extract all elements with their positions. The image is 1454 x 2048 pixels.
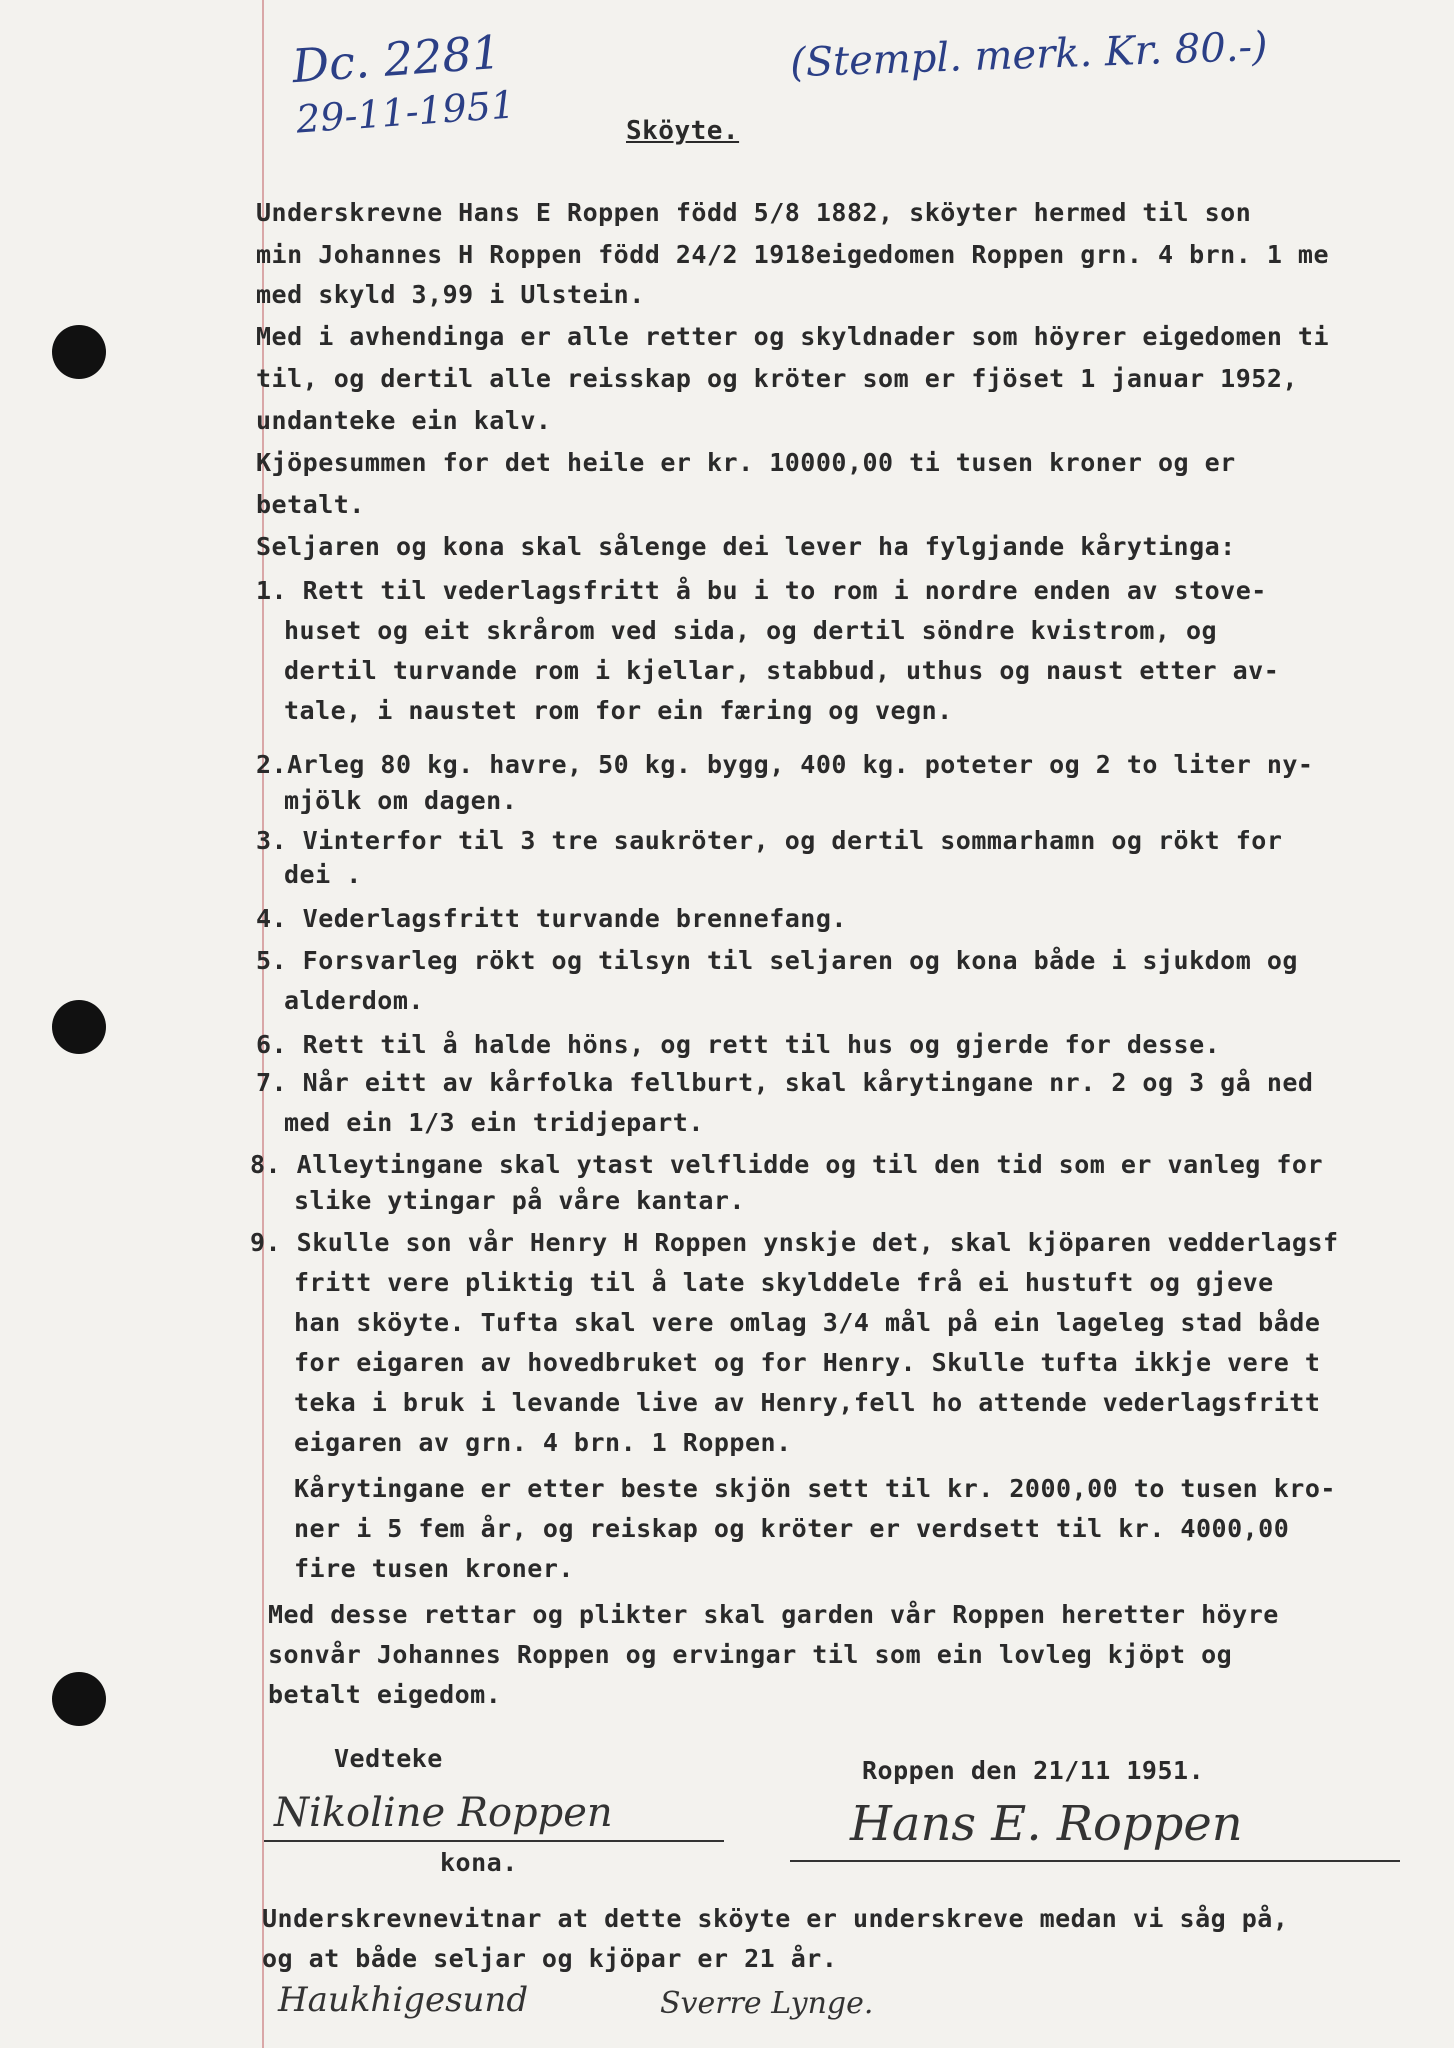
item-line: tale, i naustet rom for ein færing og vegn. <box>284 696 953 725</box>
text-line: undanteke ein kalv. <box>256 406 552 435</box>
text-line: betalt. <box>256 490 365 519</box>
witness-signature-first: Haukhigesund <box>278 1980 529 2020</box>
item-line: med ein 1/3 ein tridjepart. <box>284 1108 704 1137</box>
item-line: Kårytingane er etter beste skjön sett til kr. 2000,00 to tusen kro- <box>294 1474 1336 1503</box>
text-line: Med i avhendinga er alle retter og skyldnader som höyrer eigedomen ti <box>256 322 1330 351</box>
item-line: eigaren av grn. 4 brn. 1 Roppen. <box>294 1428 792 1457</box>
kona-label: kona. <box>440 1848 518 1877</box>
item-line: 5. Forsvarleg rökt og tilsyn til seljaren og kona både i sjukdom og <box>256 946 1298 975</box>
item-line: sonvår Johannes Roppen og ervingar til som ein lovleg kjöpt og <box>268 1640 1233 1669</box>
item-line: slike ytingar på våre kantar. <box>294 1186 745 1215</box>
item-line: mjölk om dagen. <box>284 786 518 815</box>
handwritten-ref-number: Dc. 2281 <box>290 24 503 94</box>
item-line: fritt vere pliktig til å late skylddele frå ei hustuft og gjeve <box>294 1268 1274 1297</box>
signature-line-left <box>264 1840 724 1842</box>
text-line: med skyld 3,99 i Ulstein. <box>256 280 645 309</box>
signature-left: Nikoline Roppen <box>274 1790 613 1836</box>
punch-hole-top <box>52 325 106 379</box>
item-line: 2.Arleg 80 kg. havre, 50 kg. bygg, 400 kg. poteter og 2 to liter ny- <box>256 750 1314 779</box>
item-line: teka i bruk i levande live av Henry,fell ho attende vederlagsfritt <box>294 1388 1321 1417</box>
document-title: Sköyte. <box>626 116 740 146</box>
text-line: Kjöpesummen for det heile er kr. 10000,00 ti tusen kroner og er <box>256 448 1236 477</box>
item-line: ner i 5 fem år, og reiskap og kröter er verdsett til kr. 4000,00 <box>294 1514 1290 1543</box>
vedteke-label: Vedteke <box>334 1744 443 1773</box>
item-line: for eigaren av hovedbruket og for Henry. Skulle tufta ikkje vere t <box>294 1348 1321 1377</box>
item-line: 6. Rett til å halde höns, og rett til hus og gjerde for desse. <box>256 1030 1221 1059</box>
item-line: fire tusen kroner. <box>294 1554 574 1583</box>
item-line: 1. Rett til vederlagsfritt å bu i to rom i nordre enden av stove- <box>256 576 1267 605</box>
punch-hole-bottom <box>52 1672 106 1726</box>
item-line: betalt eigedom. <box>268 1680 502 1709</box>
item-line: 4. Vederlagsfritt turvande brennefang. <box>256 904 847 933</box>
signature-line-right <box>790 1860 1400 1862</box>
witness-signature-second: Sverre Lynge. <box>660 1986 874 2021</box>
place-date: Roppen den 21/11 1951. <box>862 1756 1205 1785</box>
item-line: alderdom. <box>284 986 424 1015</box>
witness-line: og at både seljar og kjöpar er 21 år. <box>262 1944 838 1973</box>
witness-line: Underskrevnevitnar at dette sköyte er underskreve medan vi såg på, <box>262 1904 1289 1933</box>
item-line: 8. Alleytingane skal ytast velflidde og til den tid som er vanleg for <box>250 1150 1324 1179</box>
item-line: 3. Vinterfor til 3 tre saukröter, og dertil sommarhamn og rökt for <box>256 826 1283 855</box>
punch-hole-middle <box>52 1000 106 1054</box>
text-line: Seljaren og kona skal sålenge dei lever ha fylgjande kårytinga: <box>256 532 1236 561</box>
item-line: dei . <box>284 860 362 889</box>
text-line: min Johannes H Roppen född 24/2 1918eigedomen Roppen grn. 4 brn. 1 me <box>256 240 1330 269</box>
handwritten-stamp-note: (Stempl. merk. Kr. 80.-) <box>789 23 1269 87</box>
item-line: Med desse rettar og plikter skal garden vår Roppen heretter höyre <box>268 1600 1279 1629</box>
handwritten-ref-date: 29-11-1951 <box>294 82 517 142</box>
item-line: han sköyte. Tufta skal vere omlag 3/4 mål på ein lageleg stad både <box>294 1308 1321 1337</box>
item-line: 7. Når eitt av kårfolka fellburt, skal kårytingane nr. 2 og 3 gå ned <box>256 1068 1314 1097</box>
text-line: Underskrevne Hans E Roppen född 5/8 1882, sköyter hermed til son <box>256 198 1252 227</box>
signature-right: Hans E. Roppen <box>850 1796 1243 1852</box>
item-line: 9. Skulle son vår Henry H Roppen ynskje det, skal kjöparen vedderlagsf <box>250 1228 1339 1257</box>
item-line: huset og eit skrårom ved sida, og dertil söndre kvistrom, og <box>284 616 1218 645</box>
item-line: dertil turvande rom i kjellar, stabbud, uthus og naust etter av- <box>284 656 1280 685</box>
text-line: til, og dertil alle reisskap og kröter som er fjöset 1 januar 1952, <box>256 364 1298 393</box>
